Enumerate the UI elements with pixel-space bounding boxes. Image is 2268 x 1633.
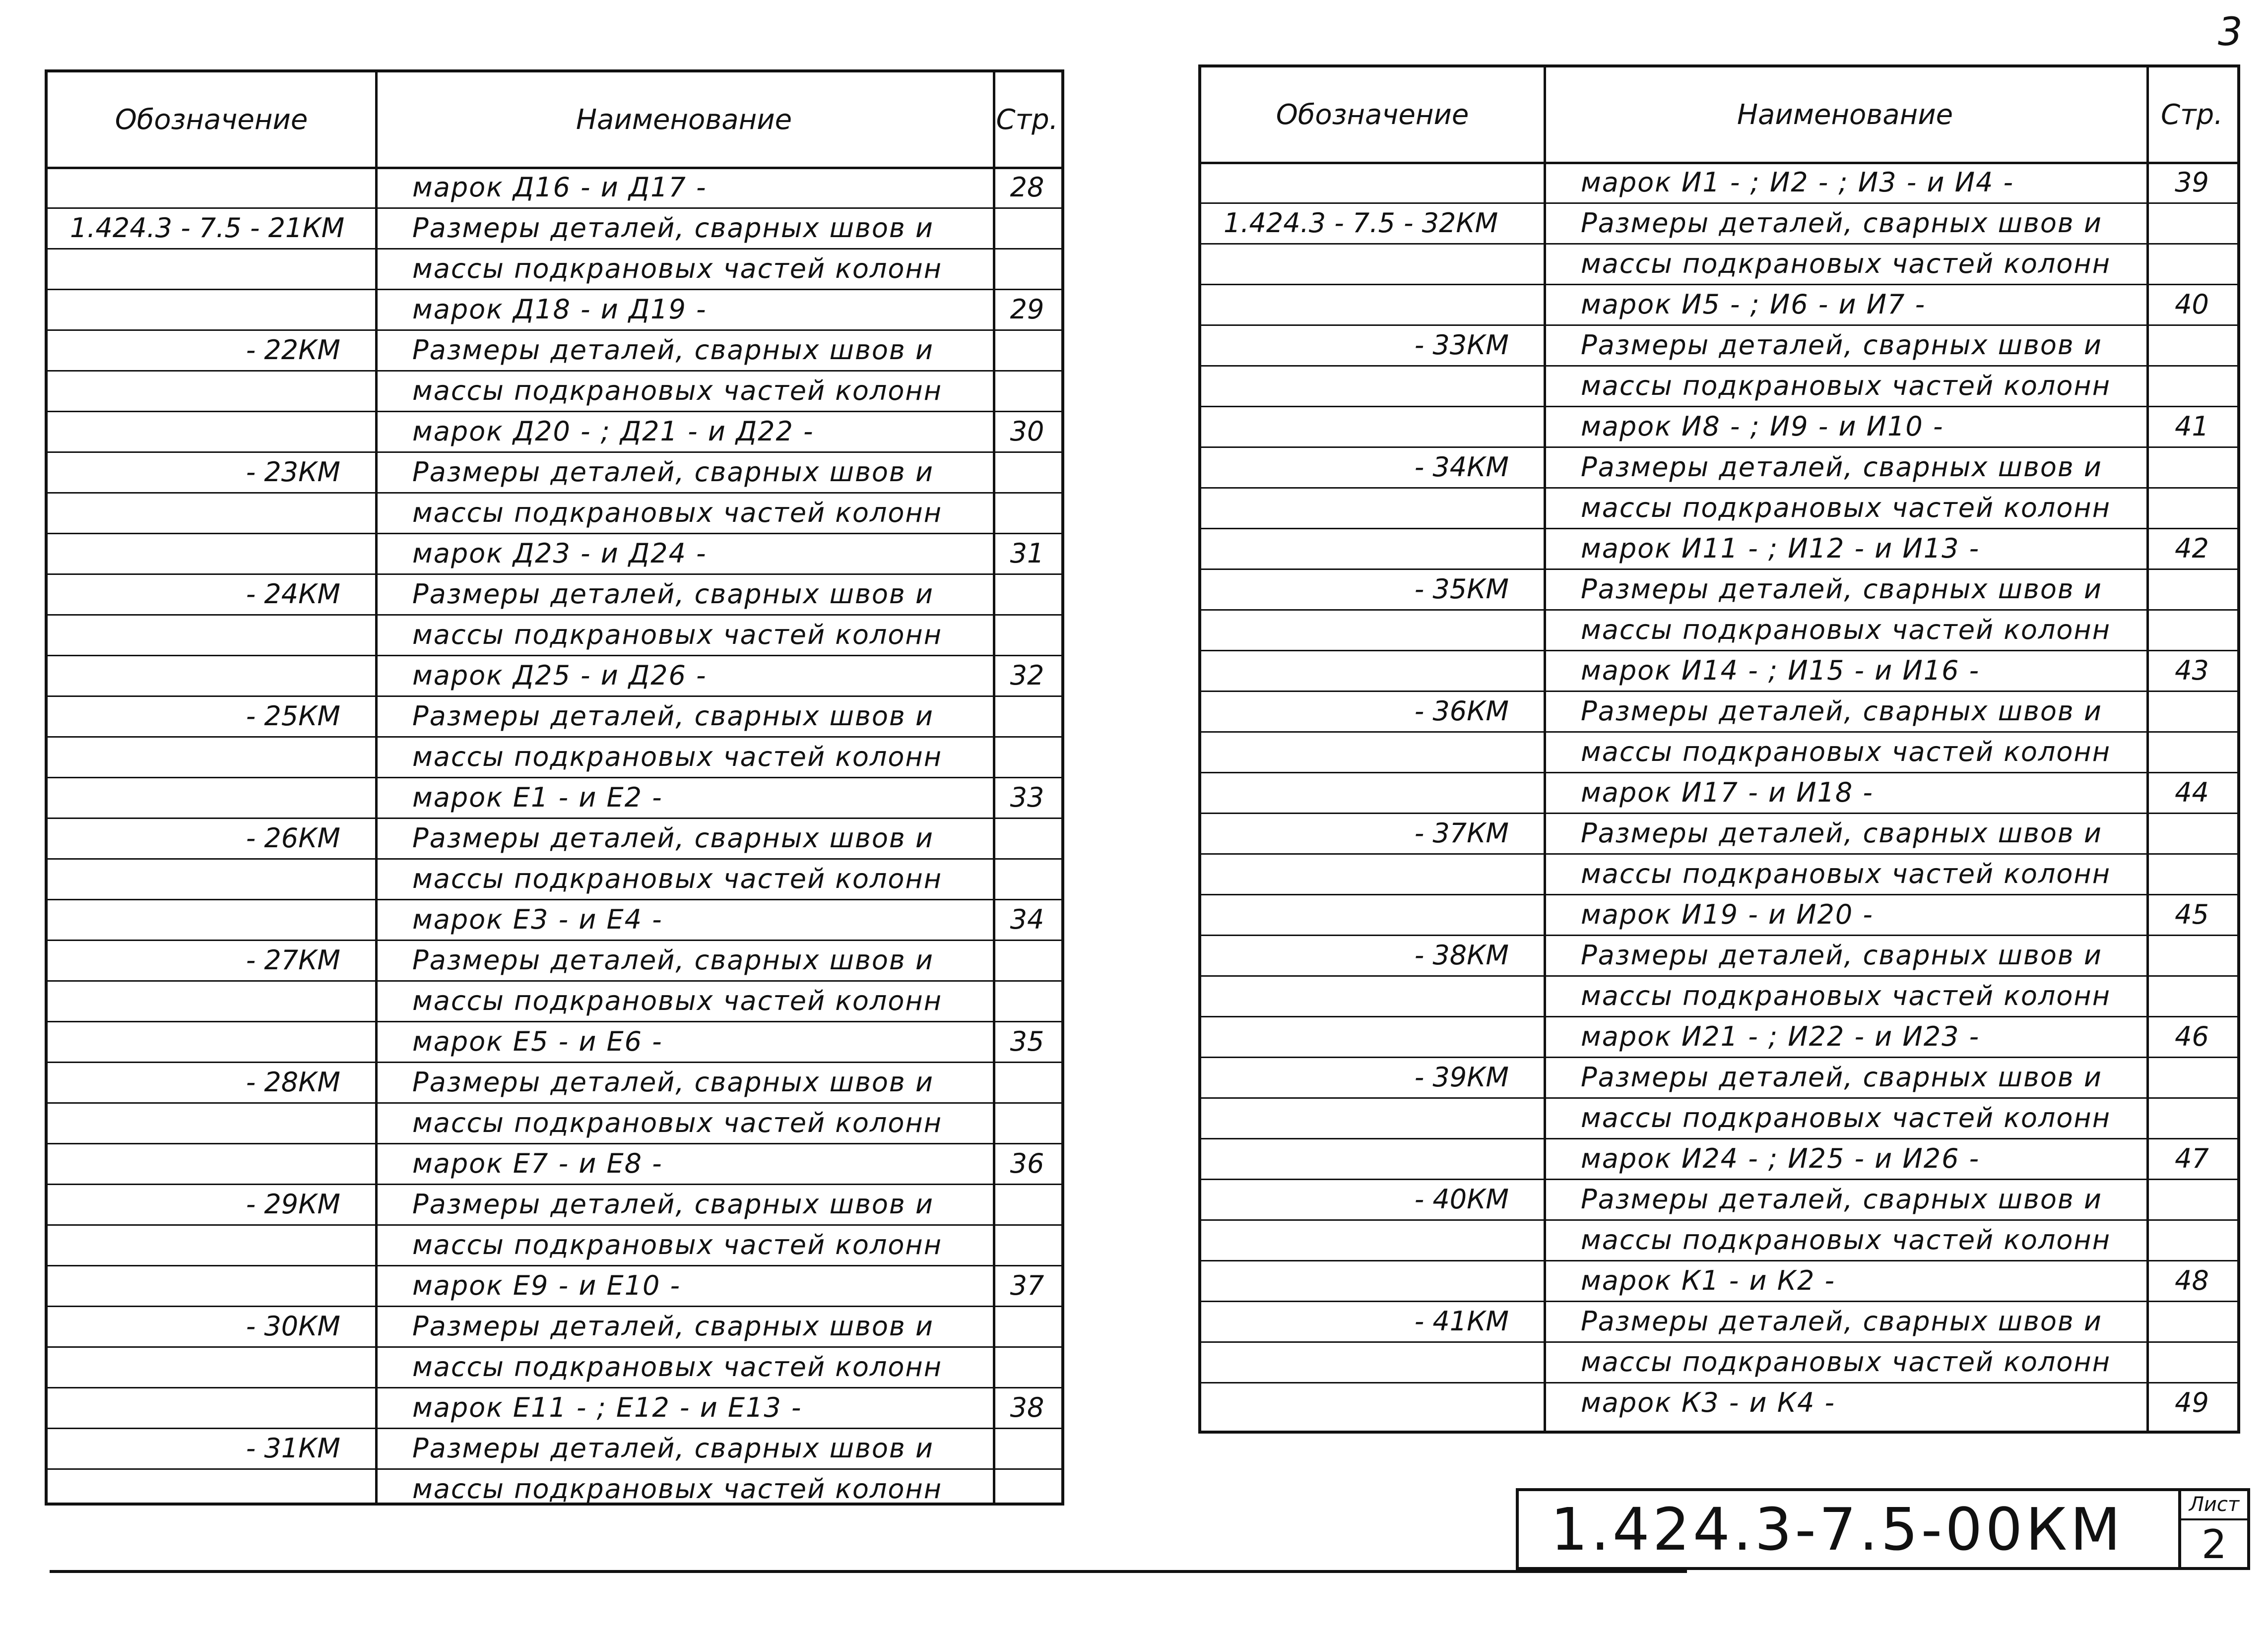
row-title: марок И1 - ; И2 - ; И3 - и И4 -	[1581, 166, 2014, 198]
row-designation: 1.424.3 - 7.5 - 21КМ	[70, 212, 345, 244]
row-designation: - 36КМ	[1414, 695, 1509, 727]
row-designation: - 39КМ	[1414, 1061, 1509, 1093]
row-designation	[1201, 772, 1544, 813]
row-page	[993, 492, 1061, 533]
row-page: 30	[1010, 415, 1044, 447]
row-title: массы подкрановых частей колонн	[412, 985, 943, 1016]
row-designation	[48, 492, 375, 533]
row-designation	[1201, 1341, 1544, 1382]
row-page	[2146, 1057, 2237, 1097]
row-title: Размеры деталей, сварных швов и	[1581, 451, 2102, 483]
row-title: массы подкрановых частей колонн	[412, 1473, 943, 1505]
row-title: марок И19 - и И20 -	[1581, 898, 1874, 930]
row-designation	[1201, 487, 1544, 528]
row-page: 43	[2175, 654, 2209, 686]
header-name: Наименование	[576, 103, 792, 136]
row-page	[993, 940, 1061, 980]
row-title: массы подкрановых частей колонн	[412, 1351, 943, 1382]
row-title: Размеры деталей, сварных швов и	[412, 334, 934, 366]
row-page: 39	[2175, 166, 2209, 198]
row-page: 28	[1010, 171, 1044, 203]
row-page	[2146, 202, 2237, 243]
row-designation: - 24КМ	[246, 578, 340, 610]
row-page: 32	[1010, 659, 1044, 691]
sheet-number-box	[2178, 1488, 2250, 1570]
row-designation	[48, 1102, 375, 1143]
row-page: 36	[1010, 1147, 1044, 1179]
row-page	[2146, 1341, 2237, 1382]
row-title: Размеры деталей, сварных швов и	[412, 700, 934, 732]
row-title: марок Д25 - и Д26 -	[412, 659, 707, 691]
row-title: марок Е11 - ; Е12 - и Е13 -	[412, 1391, 802, 1423]
row-title: марок Д18 - и Д19 -	[412, 293, 707, 325]
row-page	[2146, 1097, 2237, 1138]
row-title: массы подкрановых частей колонн	[1581, 980, 2111, 1011]
row-title: Размеры деталей, сварных швов и	[412, 1188, 934, 1220]
row-page	[2146, 1219, 2237, 1260]
row-designation: - 22КМ	[246, 334, 340, 366]
right-index-table	[1198, 64, 2240, 1434]
row-designation	[1201, 975, 1544, 1016]
row-designation	[48, 614, 375, 655]
row-page	[993, 1184, 1061, 1224]
row-designation	[48, 899, 375, 940]
row-designation: - 34КМ	[1414, 451, 1509, 483]
row-page	[2146, 935, 2237, 975]
row-designation	[1201, 528, 1544, 568]
document-code: 1.424.3-7.5-00КМ	[1551, 1495, 2124, 1564]
row-title: марок К1 - и К2 -	[1581, 1264, 1836, 1296]
header-name: Наименование	[1737, 98, 1953, 131]
row-title: массы подкрановых частей колонн	[412, 497, 943, 528]
row-page	[993, 1224, 1061, 1265]
row-page	[993, 695, 1061, 736]
row-title: марок Е1 - и Е2 -	[412, 781, 663, 813]
row-page	[993, 370, 1061, 411]
row-page	[2146, 1301, 2237, 1341]
row-designation: - 41КМ	[1414, 1305, 1509, 1337]
row-title: массы подкрановых частей колонн	[412, 252, 943, 284]
row-designation	[1201, 365, 1544, 406]
row-page	[2146, 853, 2237, 894]
row-page: 49	[2175, 1386, 2209, 1418]
row-title: Размеры деталей, сварных швов и	[412, 578, 934, 610]
row-designation	[1201, 1016, 1544, 1057]
row-designation	[48, 1021, 375, 1062]
row-designation: - 40КМ	[1414, 1183, 1509, 1215]
row-page	[993, 980, 1061, 1021]
row-page: 35	[1010, 1025, 1044, 1057]
row-page: 45	[2175, 898, 2209, 930]
header-code: Обозначение	[1276, 98, 1469, 131]
row-page	[2146, 487, 2237, 528]
row-page: 38	[1010, 1391, 1044, 1423]
row-title: марок Е9 - и Е10 -	[412, 1269, 681, 1301]
row-title: Размеры деталей, сварных швов и	[412, 212, 934, 244]
row-designation: - 28КМ	[246, 1066, 340, 1098]
row-designation	[1201, 894, 1544, 935]
row-designation	[1201, 1260, 1544, 1301]
row-page	[993, 614, 1061, 655]
row-title: массы подкрановых частей колонн	[1581, 248, 2111, 279]
row-designation: - 35КМ	[1414, 573, 1509, 605]
left-index-table	[45, 69, 1064, 1506]
row-page	[993, 451, 1061, 492]
row-page: 42	[2175, 532, 2209, 564]
row-title: Размеры деталей, сварных швов и	[1581, 329, 2102, 361]
row-designation: - 38КМ	[1414, 939, 1509, 971]
row-title: массы подкрановых частей колонн	[1581, 370, 2111, 401]
sheet-number: 2	[2202, 1521, 2227, 1568]
row-designation	[1201, 1097, 1544, 1138]
row-title: Размеры деталей, сварных швов и	[1581, 695, 2102, 727]
row-designation	[48, 1346, 375, 1387]
row-title: Размеры деталей, сварных швов и	[412, 944, 934, 976]
row-designation	[1201, 853, 1544, 894]
row-designation	[48, 1387, 375, 1428]
row-title: Размеры деталей, сварных швов и	[412, 1066, 934, 1098]
row-designation	[48, 736, 375, 777]
row-title: Размеры деталей, сварных швов и	[1581, 1183, 2102, 1215]
row-page	[993, 1102, 1061, 1143]
row-designation	[48, 1224, 375, 1265]
row-designation	[1201, 406, 1544, 446]
title-block	[1516, 1488, 2250, 1570]
row-page	[2146, 1179, 2237, 1219]
row-title: массы подкрановых частей колонн	[412, 1229, 943, 1260]
row-page	[993, 1306, 1061, 1346]
row-designation: - 25КМ	[246, 700, 340, 732]
row-title: массы подкрановых частей колонн	[1581, 614, 2111, 645]
row-page	[993, 1468, 1061, 1509]
row-title: марок И21 - ; И22 - и И23 -	[1581, 1020, 1980, 1052]
row-title: массы подкрановых частей колонн	[412, 741, 943, 772]
header-page: Стр.	[996, 103, 1058, 136]
row-title: массы подкрановых частей колонн	[1581, 736, 2111, 767]
row-title: массы подкрановых частей колонн	[412, 863, 943, 894]
row-designation	[48, 248, 375, 289]
row-designation	[1201, 1382, 1544, 1423]
row-page: 37	[1010, 1269, 1044, 1301]
row-designation: - 31КМ	[246, 1432, 340, 1464]
row-designation	[48, 1468, 375, 1509]
row-page: 40	[2175, 288, 2209, 320]
row-designation	[1201, 243, 1544, 284]
row-title: Размеры деталей, сварных швов и	[1581, 1061, 2102, 1093]
row-title: Размеры деталей, сварных швов и	[412, 822, 934, 854]
row-title: Размеры деталей, сварных швов и	[1581, 1305, 2102, 1337]
row-page	[2146, 568, 2237, 609]
row-page: 46	[2175, 1020, 2209, 1052]
row-title: Размеры деталей, сварных швов и	[1581, 939, 2102, 971]
row-title: марок И5 - ; И6 - и И7 -	[1581, 288, 1926, 320]
row-page: 41	[2175, 410, 2209, 442]
row-page	[993, 736, 1061, 777]
row-page	[993, 1428, 1061, 1468]
bottom-frame-line	[50, 1570, 1687, 1573]
row-title: марок И17 - и И18 -	[1581, 776, 1874, 808]
row-page	[2146, 691, 2237, 731]
row-page	[2146, 813, 2237, 853]
row-page	[993, 329, 1061, 370]
row-page	[2146, 324, 2237, 365]
row-page	[993, 248, 1061, 289]
row-designation	[48, 980, 375, 1021]
row-title: марок Е5 - и Е6 -	[412, 1025, 663, 1057]
row-page	[2146, 731, 2237, 772]
row-designation	[48, 370, 375, 411]
row-title: марок К3 - и К4 -	[1581, 1386, 1836, 1418]
row-designation	[48, 655, 375, 695]
row-page: 31	[1010, 537, 1044, 569]
row-title: Размеры деталей, сварных швов и	[1581, 817, 2102, 849]
row-page: 47	[2175, 1142, 2209, 1174]
row-designation: - 33КМ	[1414, 329, 1509, 361]
row-title: марок Д16 - и Д17 -	[412, 171, 707, 203]
row-title: массы подкрановых частей колонн	[1581, 858, 2111, 889]
row-title: массы подкрановых частей колонн	[1581, 1102, 2111, 1133]
row-designation	[1201, 650, 1544, 691]
row-page: 33	[1010, 781, 1044, 813]
row-title: Размеры деталей, сварных швов и	[1581, 207, 2102, 239]
row-page	[993, 573, 1061, 614]
row-designation	[1201, 609, 1544, 650]
row-title: Размеры деталей, сварных швов и	[412, 1310, 934, 1342]
row-title: марок И14 - ; И15 - и И16 -	[1581, 654, 1980, 686]
row-title: массы подкрановых частей колонн	[1581, 1346, 2111, 1378]
row-title: марок Д23 - и Д24 -	[412, 537, 707, 569]
row-designation	[48, 1265, 375, 1306]
row-title: марок И8 - ; И9 - и И10 -	[1581, 410, 1944, 442]
row-designation: - 23КМ	[246, 456, 340, 488]
row-title: массы подкрановых частей колонн	[412, 619, 943, 650]
row-page	[993, 817, 1061, 858]
row-title: массы подкрановых частей колонн	[412, 1107, 943, 1138]
row-title: массы подкрановых частей колонн	[412, 375, 943, 406]
row-title: Размеры деталей, сварных швов и	[412, 1432, 934, 1464]
page-number: 3	[2218, 10, 2243, 55]
row-designation: - 29КМ	[246, 1188, 340, 1220]
row-page: 34	[1010, 903, 1044, 935]
row-designation	[1201, 284, 1544, 324]
row-designation	[48, 533, 375, 573]
row-designation: - 26КМ	[246, 822, 340, 854]
row-title: Размеры деталей, сварных швов и	[1581, 573, 2102, 605]
row-designation	[1201, 1138, 1544, 1179]
row-designation: - 37КМ	[1414, 817, 1509, 849]
row-title: марок Д20 - ; Д21 - и Д22 -	[412, 415, 814, 447]
row-designation	[48, 167, 375, 207]
header-page: Стр.	[2160, 98, 2223, 131]
row-designation	[48, 1143, 375, 1184]
row-page: 48	[2175, 1264, 2209, 1296]
row-designation	[1201, 162, 1544, 202]
row-title: массы подкрановых частей колонн	[1581, 1224, 2111, 1256]
row-title: массы подкрановых частей колонн	[1581, 492, 2111, 523]
row-designation: - 30КМ	[246, 1310, 340, 1342]
row-page	[2146, 975, 2237, 1016]
row-designation: - 27КМ	[246, 944, 340, 976]
row-page: 44	[2175, 776, 2209, 808]
row-designation	[48, 858, 375, 899]
row-title: марок И24 - ; И25 - и И26 -	[1581, 1142, 1980, 1174]
header-code: Обозначение	[115, 103, 308, 136]
row-designation: 1.424.3 - 7.5 - 32КМ	[1224, 207, 1498, 239]
row-designation	[48, 289, 375, 329]
row-page	[2146, 243, 2237, 284]
row-page	[993, 1346, 1061, 1387]
row-title: марок Е7 - и Е8 -	[412, 1147, 663, 1179]
row-title: Размеры деталей, сварных швов и	[412, 456, 934, 488]
row-designation	[1201, 1219, 1544, 1260]
sheet-label: Лист	[2181, 1491, 2247, 1520]
row-page	[2146, 446, 2237, 487]
row-page: 29	[1010, 293, 1044, 325]
row-title: марок Е3 - и Е4 -	[412, 903, 663, 935]
row-designation	[48, 777, 375, 817]
row-page	[2146, 365, 2237, 406]
row-title: марок И11 - ; И12 - и И13 -	[1581, 532, 1980, 564]
row-page	[2146, 609, 2237, 650]
row-designation	[48, 411, 375, 451]
row-designation	[1201, 731, 1544, 772]
row-page	[993, 858, 1061, 899]
row-page	[993, 1062, 1061, 1102]
row-page	[993, 207, 1061, 248]
